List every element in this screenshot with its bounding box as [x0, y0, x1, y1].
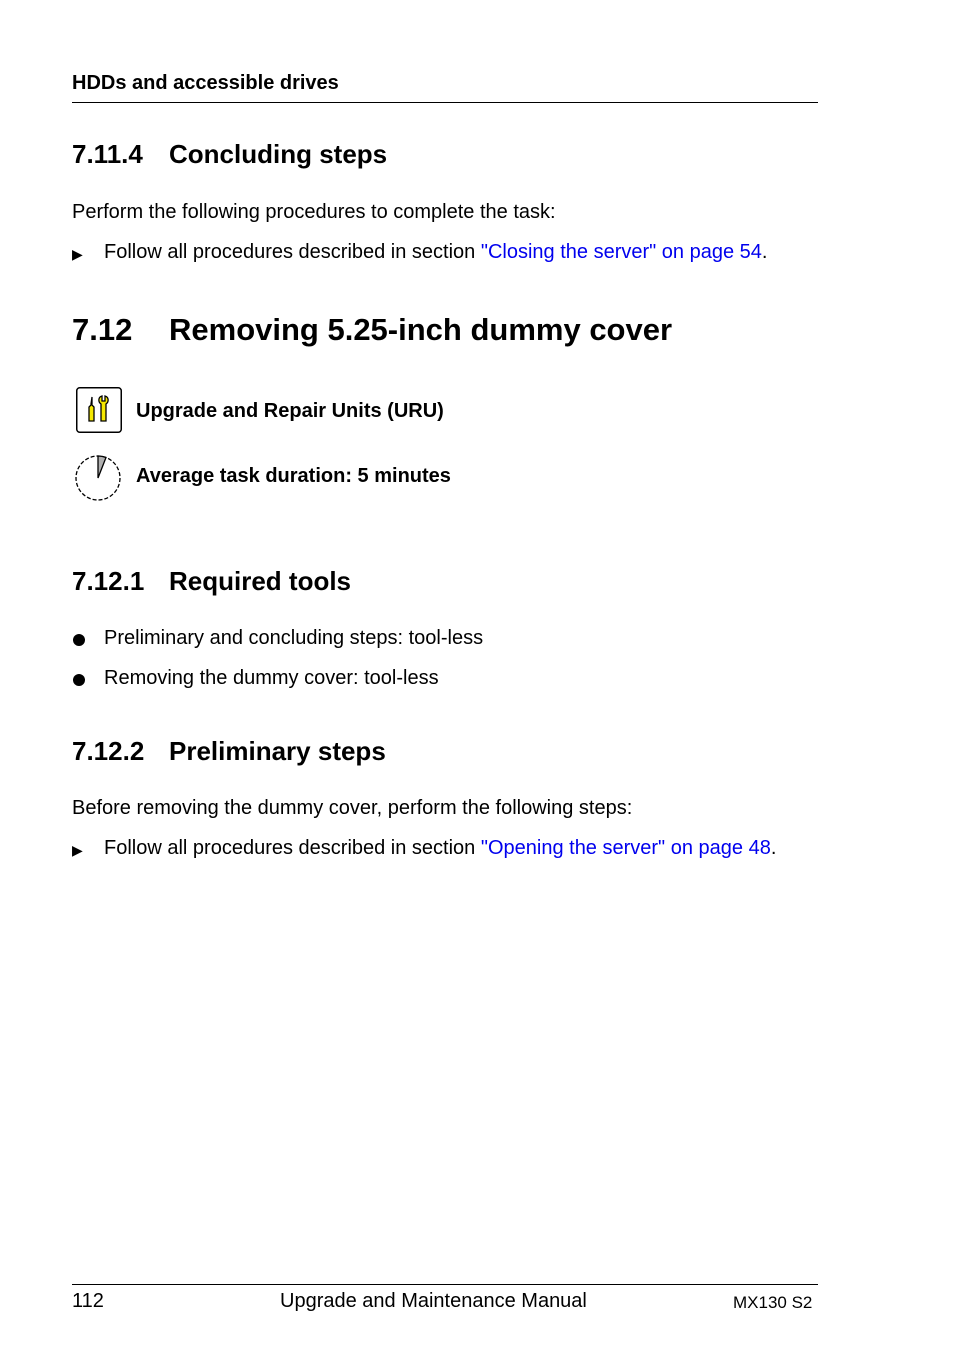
model-name: MX130 S2 — [733, 1293, 813, 1312]
section-heading-7-12-1 — [72, 566, 351, 597]
list-item-text: Removing the dummy cover: tool-less — [104, 667, 439, 689]
section-title: Required tools — [169, 566, 352, 596]
page-number: 112 — [72, 1290, 104, 1312]
list-item — [72, 667, 832, 691]
bullet-dot-icon — [73, 634, 85, 646]
preliminary-step — [72, 837, 832, 861]
header-rule — [72, 102, 818, 103]
clock-icon — [73, 453, 123, 503]
section-title: Concluding steps — [169, 139, 388, 169]
section-number: 7.11.4 — [72, 139, 143, 169]
concluding-intro: Perform the following procedures to complete the task: — [72, 201, 556, 223]
arrow-bullet-icon: ▶ — [72, 246, 83, 262]
section-number: 7.12.2 — [72, 736, 145, 766]
closing-server-link[interactable]: "Closing the server" on page 54 — [480, 241, 762, 263]
duration-label: Average task duration: 5 minutes — [136, 465, 451, 487]
section-heading-7-12 — [72, 312, 672, 348]
wrench-icon — [76, 387, 122, 433]
step-text-after: . — [761, 241, 768, 263]
preliminary-intro: Before removing the dummy cover, perform the following steps: — [72, 797, 633, 819]
arrow-bullet-icon: ▶ — [72, 842, 83, 858]
section-title: Preliminary steps — [169, 736, 386, 766]
section-number: 7.12 — [72, 312, 133, 347]
section-heading-7-12-2 — [72, 736, 386, 767]
section-heading-7-11-4 — [72, 139, 387, 170]
list-item — [72, 627, 832, 651]
manual-title: Upgrade and Maintenance Manual — [280, 1290, 587, 1312]
step-text-after: . — [770, 837, 777, 859]
step-text — [104, 241, 767, 264]
bullet-dot-icon — [73, 674, 85, 686]
concluding-step — [72, 241, 832, 265]
running-header: HDDs and accessible drives — [72, 72, 339, 94]
step-text — [104, 837, 776, 860]
step-text-before: Follow all procedures described in section — [104, 837, 481, 859]
section-title: Removing 5.25-inch dummy cover — [169, 312, 673, 347]
uru-label: Upgrade and Repair Units (URU) — [136, 400, 444, 422]
step-text-before: Follow all procedures described in section — [104, 241, 481, 263]
footer-rule — [72, 1284, 818, 1285]
opening-server-link[interactable]: "Opening the server" on page 48 — [480, 837, 771, 859]
list-item-text: Preliminary and concluding steps: tool-less — [104, 627, 484, 649]
section-number: 7.12.1 — [72, 566, 145, 596]
